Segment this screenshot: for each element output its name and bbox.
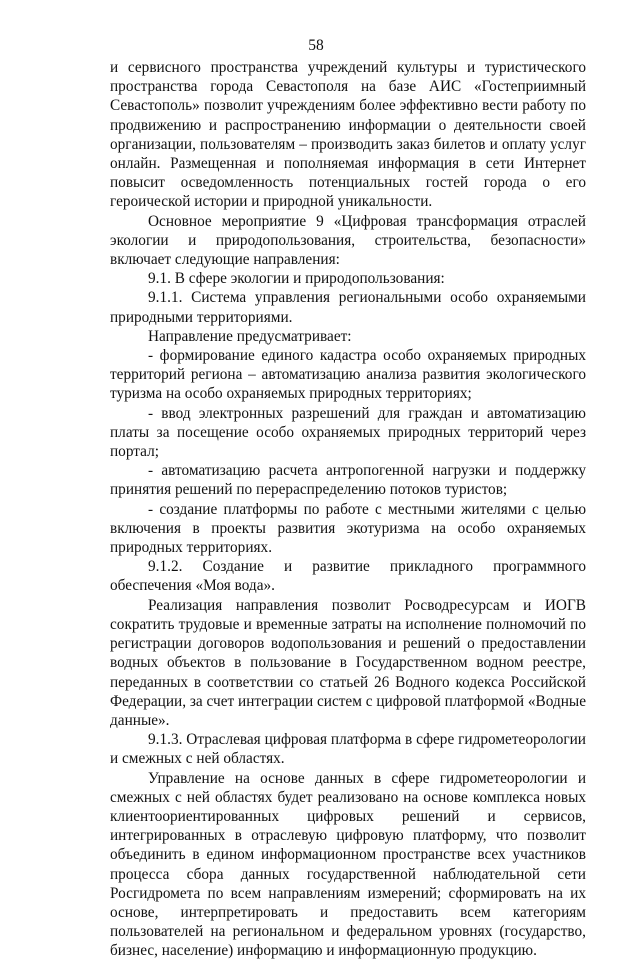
page-number: 58: [308, 37, 324, 54]
paragraph-direction-provides: Направление предусматривает:: [148, 327, 352, 345]
paragraph-water-implementation: Реализация направления позволит Росводресурсам и ИОГВ сократить трудовые и временные затраты на исполнение полномочий по регистрации договоров водопользования и решений о предоставлении водных объектов в пользование в Государственном водном реестре, переданных в соответствии со статьей 26 Водного кодекса Российской Федерации, за счет интеграции систем с цифровой платформой «Водные данные».: [110, 596, 586, 729]
heading-9-1: 9.1. В сфере экологии и природопользования:: [148, 270, 445, 288]
list-item-residents-platform: - создание платформы по работе с местными жителями с целью включения в проекты развития экотуризма на особо охраняемых природных территориях.: [110, 500, 586, 557]
heading-9-1-3: 9.1.3. Отраслевая цифровая платформа в сфере гидрометеорологии и смежных с ней областях.: [110, 731, 586, 768]
paragraph-hydromet-management: Управление на основе данных в сфере гидрометеорологии и смежных с ней областях будет реализовано на основе комплекса новых клиентоориентированных цифровых решений и сервисов, интегрированных в отраслевую цифровую платформу, что позволит объединить в едином информационном пространстве всех участников процесса сбора данных государственной наблюдательной сети Росгидромета по всем направлениям измерений; сформировать на их основе, интерпретировать и предоставить всем категориям пользователей на региональном и федеральном уровнях (государство, бизнес, население) информацию и информационную продукцию.: [110, 769, 586, 960]
paragraph-continuation-tourism: и сервисного пространства учреждений культуры и туристического пространства города Севастополя на базе АИС «Гостеприимный Севастополь» позволит учреждениям более эффективно вести работу по продвижению и распространению информации о деятельности своей организации, пользователям – производить заказ билетов и оплату услуг онлайн. Размещенная и пополняемая информация в сети Интернет повысит осведомленность потенциальных гостей города о его героической истории и природной уникальности.: [110, 59, 586, 211]
heading-9-1-2: 9.1.2. Создание и развитие прикладного программного обеспечения «Моя вода».: [110, 558, 586, 595]
paragraph-main-measure-9: Основное мероприятие 9 «Цифровая трансформация отраслей экологии и природопользования, строительства, безопасности» включает следующие направления:: [110, 212, 586, 269]
list-item-load-calculation: - автоматизацию расчета антропогенной нагрузки и поддержку принятия решений по перераспределению потоков туристов;: [110, 462, 586, 499]
heading-9-1-1: 9.1.1. Система управления региональными особо охраняемыми природными территориями.: [110, 289, 586, 326]
document-body: [110, 58, 586, 961]
list-item-permits: - ввод электронных разрешений для граждан и автоматизацию платы за посещение особо охраняемых природных территорий через портал;: [110, 404, 586, 461]
list-item-cadastre: - формирование единого кадастра особо охраняемых природных территорий региона – автоматизацию анализа развития экологического туризма на особо охраняемых природных территориях;: [110, 347, 586, 403]
